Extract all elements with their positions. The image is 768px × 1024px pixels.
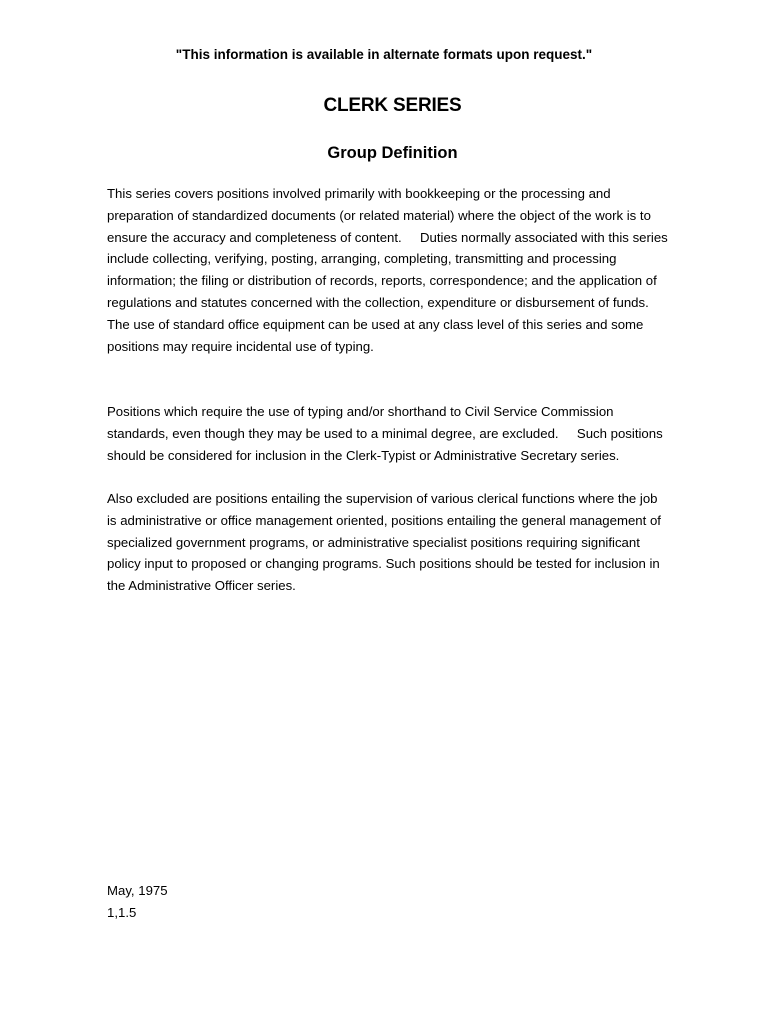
paragraph-line: positions may require incidental use of typing. [107, 338, 374, 354]
paragraph-supervision-exclusion [107, 488, 687, 597]
paragraph-line: Also excluded are positions entailing the supervision of various clerical functions where the job [107, 491, 658, 506]
paragraph-line: regulations and statutes concerned with the collection, expenditure or disbursement of funds. [107, 294, 649, 310]
paragraph-series-description [107, 183, 687, 357]
page-title: CLERK SERIES [323, 95, 462, 116]
paragraph-line: should be considered for inclusion in the Clerk-Typist or Administrative Secretary series. [107, 447, 620, 463]
paragraph-line: ensure the accuracy and completeness of content. Duties normally associated with this series [107, 229, 668, 245]
paragraph-line: The use of standard office equipment can be used at any class level of this series and some [107, 316, 644, 332]
paragraph-typing-exclusion [107, 401, 687, 466]
paragraph-line: policy input to proposed or changing programs. Such positions should be tested for inclusion in [107, 556, 660, 572]
paragraph-line: is administrative or office management oriented, positions entailing the general management of [107, 512, 661, 528]
footer-code: 1,1.5 [107, 905, 137, 920]
paragraph-line: standards, even though they may be used to a minimal degree, are excluded. Such positions [107, 425, 663, 441]
paragraph-line: preparation of standardized documents (or related material) where the object of the work is to [107, 207, 651, 223]
paragraph-line: This series covers positions involved primarily with bookkeeping or the processing and [107, 186, 611, 201]
paragraph-line: information; the filing or distribution of records, reports, correspondence; and the application of [107, 273, 657, 289]
paragraph-line: the Administrative Officer series. [107, 578, 296, 594]
footer-date: May, 1975 [107, 883, 168, 898]
paragraph-line: specialized government programs, or administrative specialist positions requiring significant [107, 534, 640, 550]
paragraph-line: include collecting, verifying, posting, arranging, completing, transmitting and processing [107, 251, 617, 267]
paragraph-line: Positions which require the use of typing and/or shorthand to Civil Service Commission [107, 404, 614, 419]
section-heading: Group Definition [327, 144, 458, 162]
alternate-formats-notice: "This information is available in alternate formats upon request." [175, 47, 593, 62]
